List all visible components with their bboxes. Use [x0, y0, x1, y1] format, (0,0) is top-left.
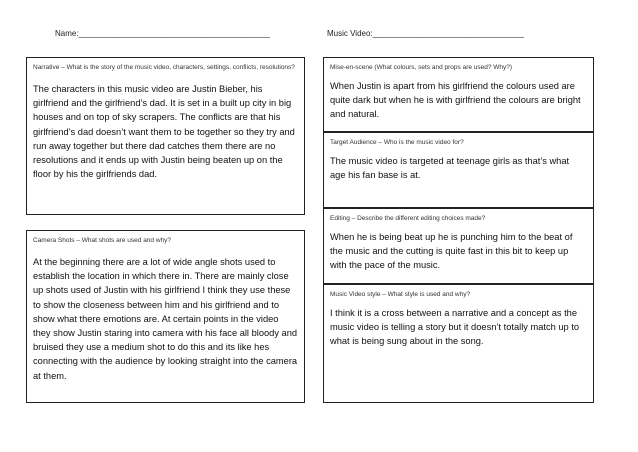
music-video-style-answer: I think it is a cross between a narrative and a concept as the music video is telling a story but it doesn’t totally match up to what is being sung about in the song.: [330, 308, 580, 347]
camera-shots-prompt: Camera Shots – What shots are used and why?: [33, 237, 172, 244]
name-field-line: Name:___________________________________________: [55, 29, 270, 38]
mise-en-scene-answer: When Justin is apart from his girlfriend the colours used are quite dark but when he is with girlfriend the colours are bright and natural.: [330, 81, 581, 120]
music-video-style-prompt: Music Video style – What style is used and why?: [330, 291, 471, 298]
camera-shots-box: [26, 230, 305, 403]
mise-en-scene-box: [323, 57, 594, 132]
narrative-answer: The characters in this music video are Justin Bieber, his girlfriend and the girlfriend’s dad. It is set in a built up city in big houses and on top of sky scrapers. The conflicts are that his girlfriend’s dad doesn’t want them to be together so they try and run away together but there dad catches them there are no resolutions and it ends up with Justin being beaten up on the floor by his the girlfriends dad.: [33, 84, 295, 180]
editing-box: [323, 208, 594, 284]
music-video-style-box: [323, 284, 594, 403]
target-audience-answer: The music video is targeted at teenage girls as that’s what age his fan base is at.: [330, 156, 570, 181]
camera-shots-answer: At the beginning there are a lot of wide angle shots used to establish the location in which there in. There are mainly close up shots used of Justin with his girlfriend I think they use these to show the closeness between him and his girlfriend and to show what there emotions are. At certain points in the video they show Justin staring into camera with his face all bloody and bruised they use a medium shot to do this and its like hes connecting with the audience by looking straight into the camera at them.: [33, 257, 298, 381]
editing-answer: When he is being beat up he is punching him to the beat of the music and the cutting is quite fast in this bit to keep up with the pace of the music.: [330, 232, 573, 271]
mise-en-scene-prompt: Mise-en-scene (What colours, sets and props are used? Why?): [330, 64, 513, 71]
target-audience-box: [323, 132, 594, 208]
target-audience-prompt: Target Audience – Who is the music video for?: [330, 139, 464, 146]
narrative-box: [26, 57, 305, 215]
narrative-prompt: Narrative – What is the story of the music video, characters, settings, conflicts, resolutions?: [33, 64, 295, 71]
editing-prompt: Editing – Describe the different editing choices made?: [330, 215, 486, 222]
music-video-field-line: Music Video:__________________________________: [327, 29, 524, 38]
